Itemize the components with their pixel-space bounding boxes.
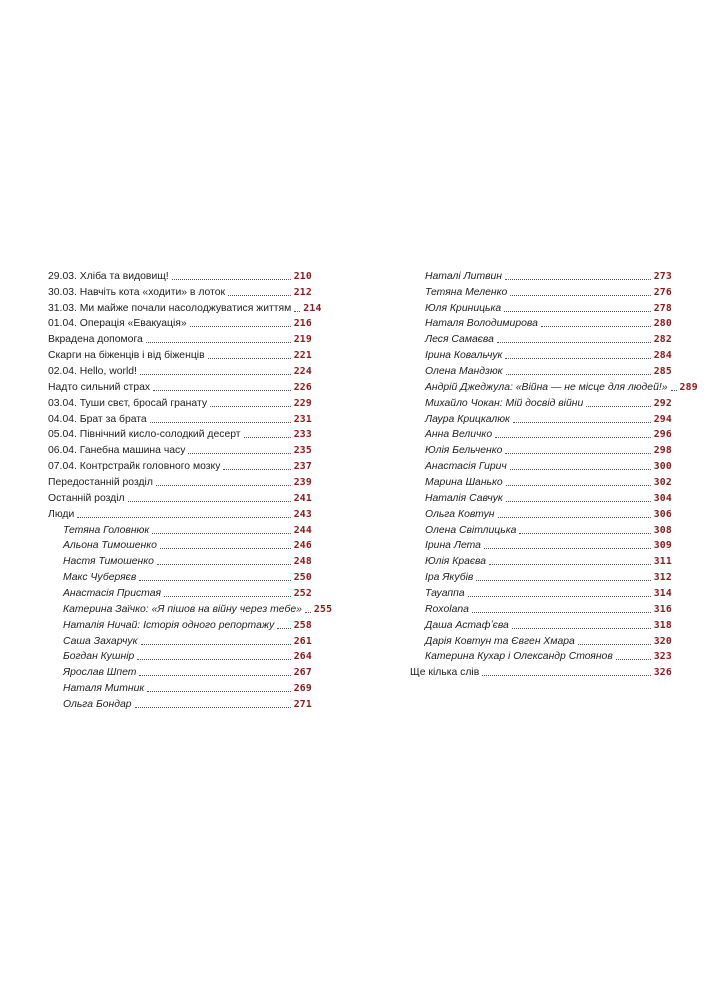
toc-page-number: 269 bbox=[293, 683, 312, 695]
dot-leader bbox=[512, 628, 651, 629]
toc-page-number: 235 bbox=[293, 445, 312, 457]
toc-entry[interactable] bbox=[410, 330, 672, 346]
toc-page-number: 271 bbox=[293, 699, 312, 711]
toc-page-number: 216 bbox=[293, 318, 312, 330]
toc-entry-title: 29.03. Хліба та видовищ! bbox=[48, 270, 169, 282]
toc-page-number: 233 bbox=[293, 429, 312, 441]
toc-entry-title: Марина Шанько bbox=[425, 477, 503, 489]
toc-entry[interactable] bbox=[48, 600, 333, 616]
toc-page-number: 258 bbox=[293, 619, 312, 631]
toc-entry-title: Андрій Джеджула: «Війна — не місце для людей!» bbox=[425, 381, 668, 393]
toc-entry[interactable] bbox=[410, 426, 672, 442]
toc-page-number: 273 bbox=[653, 270, 672, 282]
toc-entry-title: Олена Мандзюк bbox=[425, 366, 503, 378]
toc-entry-title: 02.04. Hello, world! bbox=[48, 366, 137, 378]
toc-page-number: 320 bbox=[653, 635, 672, 647]
dot-leader bbox=[513, 422, 651, 423]
dot-leader bbox=[489, 564, 651, 565]
toc-entry[interactable] bbox=[410, 346, 672, 362]
toc-page-number: 221 bbox=[293, 350, 312, 362]
toc-page-number: 280 bbox=[653, 318, 672, 330]
toc-page-number: 316 bbox=[653, 603, 672, 615]
toc-page-number: 212 bbox=[293, 286, 312, 298]
toc-entry-title: Дарія Ковтун та Євген Хмара bbox=[425, 635, 575, 647]
toc-entry[interactable] bbox=[48, 362, 312, 378]
toc-page-number: 226 bbox=[293, 381, 312, 393]
dot-leader bbox=[482, 675, 650, 676]
dot-leader bbox=[141, 644, 291, 645]
toc-entry-title: Скарги на біженців і від біженців bbox=[48, 350, 205, 362]
dot-leader bbox=[172, 279, 291, 280]
toc-page-number: 244 bbox=[293, 524, 312, 536]
toc-page-number: 239 bbox=[293, 477, 312, 489]
toc-entry[interactable] bbox=[410, 505, 672, 521]
toc-entry[interactable] bbox=[410, 457, 672, 473]
toc-page-number: 224 bbox=[293, 366, 312, 378]
toc-page-number: 231 bbox=[293, 413, 312, 425]
toc-entry[interactable] bbox=[48, 552, 312, 568]
toc-entry-title: 07.04. Контрстрайк головного мозку bbox=[48, 461, 221, 473]
toc-page-number: 237 bbox=[293, 461, 312, 473]
toc-page-number: 278 bbox=[653, 302, 672, 314]
dot-leader bbox=[277, 628, 290, 629]
dot-leader bbox=[244, 437, 291, 438]
toc-entry-title: Наталя Володимирова bbox=[425, 318, 538, 330]
toc-entry-title: Анна Величко bbox=[425, 429, 493, 441]
toc-entry[interactable] bbox=[410, 315, 672, 331]
toc-entry-title: Саша Захарчук bbox=[63, 635, 138, 647]
toc-entry[interactable] bbox=[410, 584, 672, 600]
dot-leader bbox=[146, 342, 291, 343]
dot-leader bbox=[223, 469, 290, 470]
dot-leader bbox=[505, 358, 650, 359]
toc-entry-title: Останній розділ bbox=[48, 492, 125, 504]
dot-leader bbox=[157, 564, 291, 565]
toc-page-number: 292 bbox=[653, 397, 672, 409]
toc-page-number: 311 bbox=[653, 556, 672, 568]
toc-entry-title: Юля Криницька bbox=[425, 302, 502, 314]
toc-page-number: 318 bbox=[653, 619, 672, 631]
dot-leader bbox=[305, 612, 311, 613]
toc-page-number: 255 bbox=[313, 603, 333, 615]
toc-entry[interactable] bbox=[410, 632, 672, 648]
toc-entry[interactable] bbox=[48, 521, 312, 537]
toc-entry-title: 01.04. Операція «Евакуація» bbox=[48, 318, 187, 330]
toc-entry-title: 03.04. Туши свєт, бросай гранату bbox=[48, 397, 208, 409]
toc-page-number: 326 bbox=[653, 667, 672, 679]
toc-entry-title: Ольга Ковтун bbox=[425, 508, 495, 520]
toc-entry-title: Анастасія Пристая bbox=[63, 588, 162, 600]
toc-entry-title: Катерина Заїчко: «Я пішов на війну через тебе» bbox=[63, 603, 302, 615]
dot-leader bbox=[147, 691, 290, 692]
toc-entry-title: Михайло Чокан: Мій досвід війни bbox=[425, 397, 584, 409]
dot-leader bbox=[510, 469, 651, 470]
dot-leader bbox=[468, 596, 651, 597]
toc-entry[interactable] bbox=[410, 537, 672, 553]
toc-entry-title: Наталія Ничай: Історія одного репортажу bbox=[63, 619, 275, 631]
toc-entry[interactable] bbox=[410, 648, 672, 664]
toc-entry-title: Юлія Краєва bbox=[425, 556, 487, 568]
toc-entry-title: Настя Тимошенко bbox=[63, 556, 154, 568]
dot-leader bbox=[153, 390, 291, 391]
toc-entry[interactable] bbox=[48, 410, 312, 426]
toc-entry[interactable] bbox=[48, 489, 312, 505]
dot-leader bbox=[504, 311, 651, 312]
toc-entry-title: Богдан Кушнір bbox=[63, 651, 135, 663]
toc-entry[interactable] bbox=[48, 378, 312, 394]
dot-leader bbox=[210, 406, 291, 407]
toc-entry-title: Юлія Бельченко bbox=[425, 445, 503, 457]
dot-leader bbox=[506, 374, 651, 375]
toc-entry[interactable] bbox=[48, 584, 312, 600]
toc-entry-title: 06.04. Ганебна машина часу bbox=[48, 445, 186, 457]
toc-page-number: 276 bbox=[653, 286, 672, 298]
toc-entry[interactable] bbox=[410, 552, 672, 568]
toc-entry[interactable] bbox=[410, 616, 672, 632]
toc-entry[interactable] bbox=[48, 663, 312, 679]
toc-entry-title: Макс Чуберяєв bbox=[63, 572, 137, 584]
toc-entry-title: Тауаппа bbox=[425, 588, 465, 600]
dot-leader bbox=[128, 501, 291, 502]
toc-page-number: 264 bbox=[293, 651, 312, 663]
dot-leader bbox=[476, 580, 650, 581]
toc-entry-title: Анастасія Гирич bbox=[425, 461, 507, 473]
dot-leader bbox=[294, 311, 300, 312]
toc-entry-title: Наталія Савчук bbox=[425, 492, 503, 504]
toc-page-number: 252 bbox=[293, 588, 312, 600]
toc-page-number: 312 bbox=[653, 572, 672, 584]
toc-page-number: 246 bbox=[293, 540, 312, 552]
toc-entry-title: Тетяна Головнюк bbox=[63, 524, 150, 536]
toc-entry[interactable] bbox=[48, 315, 312, 331]
toc-entry-title: Наталя Митник bbox=[63, 683, 145, 695]
toc-entry-title: Лаура Крицкалюк bbox=[425, 413, 510, 425]
toc-entry-title: Наталі Литвин bbox=[425, 270, 503, 282]
dot-leader bbox=[616, 659, 651, 660]
toc-page-number: 300 bbox=[653, 461, 672, 473]
toc-entry[interactable] bbox=[48, 457, 312, 473]
toc-entry-title: Альона Тимошенко bbox=[63, 540, 157, 552]
toc-page-number: 267 bbox=[293, 667, 312, 679]
dot-leader bbox=[497, 342, 651, 343]
toc-entry[interactable] bbox=[410, 394, 672, 410]
toc-entry-title: 05.04. Північний кисло-солодкий десерт bbox=[48, 429, 241, 441]
toc-page-number: 306 bbox=[653, 508, 672, 520]
toc-entry-title: Тетяна Меленко bbox=[425, 286, 508, 298]
toc-entry-title: Ольга Бондар bbox=[63, 699, 132, 711]
toc-entry[interactable] bbox=[410, 283, 672, 299]
toc-entry-title: 31.03. Ми майже почали насолоджуватися життям bbox=[48, 302, 292, 314]
toc-page-number: 284 bbox=[653, 350, 672, 362]
toc-entry[interactable] bbox=[48, 330, 312, 346]
toc-page-number: 250 bbox=[293, 572, 312, 584]
dot-leader bbox=[505, 453, 650, 454]
toc-page-number: 214 bbox=[303, 302, 322, 314]
toc-entry[interactable] bbox=[48, 267, 312, 283]
toc-page-number: 294 bbox=[653, 413, 672, 425]
toc-page-number: 314 bbox=[653, 588, 672, 600]
toc-entry[interactable] bbox=[410, 441, 672, 457]
toc-entry-title: Катерина Кухар і Олександр Стоянов bbox=[425, 651, 613, 663]
toc-page-number: 229 bbox=[293, 397, 312, 409]
dot-leader bbox=[164, 596, 291, 597]
toc-entry[interactable] bbox=[48, 346, 312, 362]
toc-entry-title: Ірина Лета bbox=[425, 540, 481, 552]
toc-entry[interactable] bbox=[48, 473, 312, 489]
dot-leader bbox=[671, 390, 677, 391]
dot-leader bbox=[484, 548, 651, 549]
toc-entry[interactable] bbox=[410, 489, 672, 505]
dot-leader bbox=[156, 485, 291, 486]
dot-leader bbox=[586, 406, 650, 407]
toc-page-number: 210 bbox=[293, 270, 312, 282]
toc-page-number: 219 bbox=[293, 334, 312, 346]
toc-entry[interactable] bbox=[48, 283, 312, 299]
dot-leader bbox=[506, 485, 651, 486]
dot-leader bbox=[140, 374, 291, 375]
dot-leader bbox=[77, 517, 290, 518]
toc-entry-title: Ще кілька слів bbox=[410, 667, 480, 679]
dot-leader bbox=[578, 644, 651, 645]
toc-entry[interactable] bbox=[48, 616, 312, 632]
toc-entry[interactable] bbox=[48, 426, 312, 442]
toc-entry[interactable] bbox=[48, 441, 312, 457]
dot-leader bbox=[541, 326, 651, 327]
toc-entry[interactable] bbox=[410, 521, 672, 537]
toc-entry[interactable] bbox=[410, 600, 672, 616]
toc-page-number: 304 bbox=[653, 492, 672, 504]
dot-leader bbox=[505, 279, 651, 280]
toc-entry-title: Даша Астафʼєва bbox=[425, 619, 509, 631]
dot-leader bbox=[160, 548, 291, 549]
toc-entry[interactable] bbox=[48, 394, 312, 410]
toc-entry[interactable] bbox=[48, 695, 312, 711]
dot-leader bbox=[208, 358, 291, 359]
dot-leader bbox=[506, 501, 651, 502]
toc-entry-title: Передостанній розділ bbox=[48, 477, 153, 489]
toc-entry[interactable] bbox=[48, 537, 312, 553]
toc-entry[interactable] bbox=[48, 505, 312, 521]
toc-left-column bbox=[48, 267, 333, 711]
dot-leader bbox=[135, 707, 291, 708]
toc-entry-title: Roxolana bbox=[425, 603, 469, 615]
dot-leader bbox=[150, 422, 291, 423]
toc-entry[interactable] bbox=[410, 473, 672, 489]
toc-entry[interactable] bbox=[410, 663, 672, 679]
toc-page-number: 302 bbox=[653, 477, 672, 489]
toc-entry[interactable] bbox=[410, 299, 672, 315]
dot-leader bbox=[472, 612, 651, 613]
dot-leader bbox=[495, 437, 651, 438]
toc-entry-title: Леся Самаєва bbox=[425, 334, 494, 346]
toc-page-number: 241 bbox=[293, 492, 312, 504]
dot-leader bbox=[139, 580, 290, 581]
dot-leader bbox=[498, 517, 651, 518]
toc-right-column bbox=[410, 267, 698, 679]
dot-leader bbox=[188, 453, 290, 454]
toc-entry-title: Іра Якубів bbox=[425, 572, 474, 584]
dot-leader bbox=[137, 659, 290, 660]
dot-leader bbox=[519, 533, 650, 534]
dot-leader bbox=[190, 326, 291, 327]
toc-entry[interactable] bbox=[410, 362, 672, 378]
toc-entry[interactable] bbox=[48, 679, 312, 695]
toc-entry[interactable] bbox=[410, 267, 672, 283]
toc-entry-title: Вкрадена допомога bbox=[48, 334, 143, 346]
toc-page-number: 308 bbox=[653, 524, 672, 536]
toc-page-number: 289 bbox=[679, 381, 698, 393]
toc-entry[interactable] bbox=[48, 299, 322, 315]
toc-page-number: 261 bbox=[293, 635, 312, 647]
toc-page-number: 248 bbox=[293, 556, 312, 568]
toc-entry[interactable] bbox=[410, 410, 672, 426]
toc-page-number: 298 bbox=[653, 445, 672, 457]
toc-page-number: 309 bbox=[653, 540, 672, 552]
toc-entry-title: Олена Світлицька bbox=[425, 524, 517, 536]
toc-page-number: 282 bbox=[653, 334, 672, 346]
toc-entry-title: 30.03. Навчіть кота «ходити» в лоток bbox=[48, 286, 226, 298]
dot-leader bbox=[228, 295, 291, 296]
toc-entry[interactable] bbox=[410, 378, 698, 394]
toc-page-number: 285 bbox=[653, 366, 672, 378]
toc-page-number: 296 bbox=[653, 429, 672, 441]
dot-leader bbox=[152, 533, 290, 534]
toc-entry[interactable] bbox=[410, 568, 672, 584]
toc-entry-title: Люди bbox=[48, 508, 75, 520]
toc-entry[interactable] bbox=[48, 568, 312, 584]
toc-page-number: 323 bbox=[653, 651, 672, 663]
toc-entry[interactable] bbox=[48, 632, 312, 648]
toc-page-number: 243 bbox=[293, 508, 312, 520]
toc-entry-title: Ярослав Шпет bbox=[63, 667, 137, 679]
toc-entry[interactable] bbox=[48, 648, 312, 664]
toc-entry-title: Ірина Ковальчук bbox=[425, 350, 503, 362]
toc-entry-title: 04.04. Брат за брата bbox=[48, 413, 147, 425]
dot-leader bbox=[510, 295, 650, 296]
toc-entry-title: Надто сильний страх bbox=[48, 381, 151, 393]
dot-leader bbox=[139, 675, 290, 676]
